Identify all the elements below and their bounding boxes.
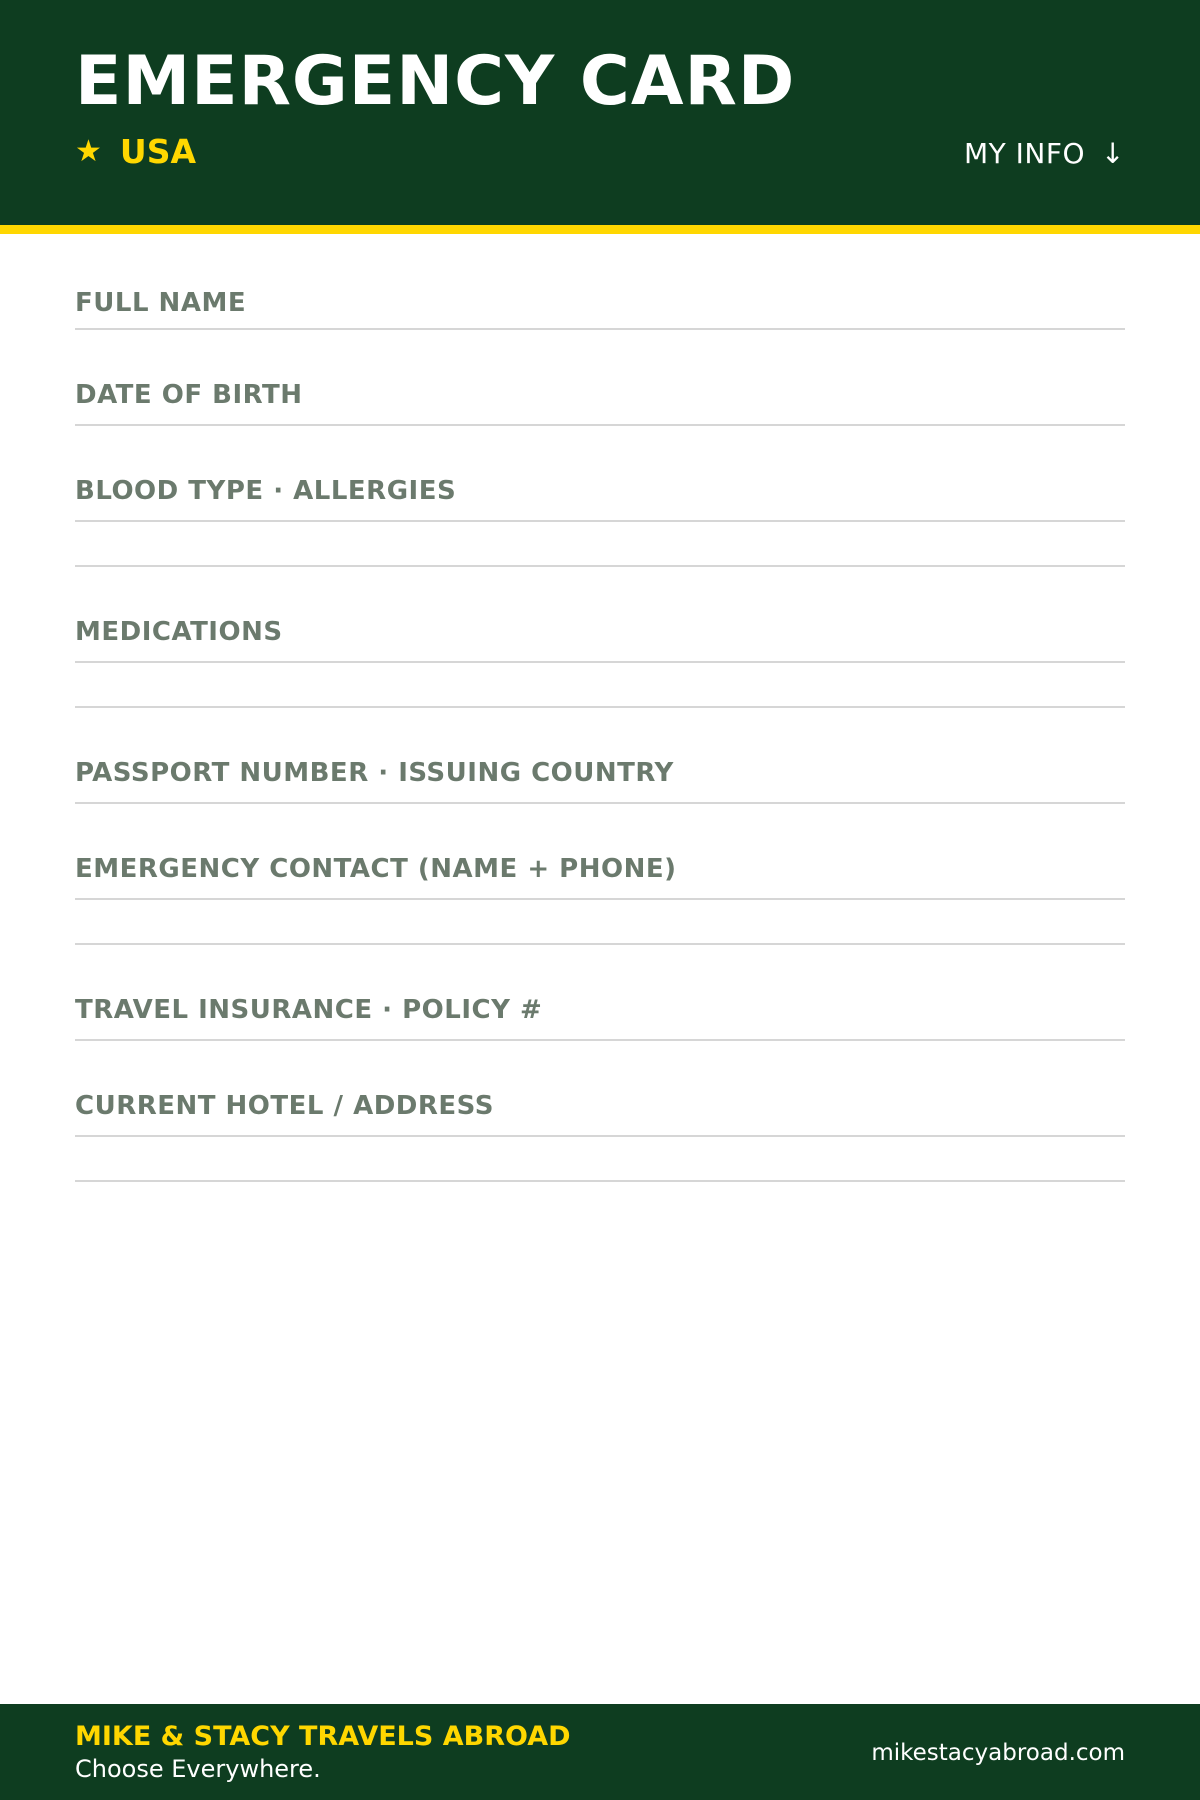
country-name: USA — [119, 132, 197, 171]
blank-write-line[interactable] — [75, 522, 1125, 567]
form-field-row[interactable] — [75, 804, 1125, 900]
footer-band — [0, 1704, 1200, 1800]
country-label — [75, 132, 196, 172]
form-field-row[interactable] — [75, 330, 1125, 426]
form-field-row[interactable] — [75, 567, 1125, 663]
field-label: MEDICATIONS — [75, 617, 283, 647]
form-field-row[interactable] — [75, 234, 1125, 330]
blank-write-line[interactable] — [75, 1137, 1125, 1182]
footer-tagline: Choose Everywhere. — [75, 1755, 321, 1783]
footer-website-link[interactable]: mikestacyabroad.com — [871, 1740, 1125, 1766]
blank-write-line[interactable] — [75, 663, 1125, 708]
field-label: EMERGENCY CONTACT (NAME + PHONE) — [75, 854, 677, 884]
field-label: DATE OF BIRTH — [75, 380, 303, 410]
header-accent-stripe — [0, 225, 1200, 234]
field-label: PASSPORT NUMBER · ISSUING COUNTRY — [75, 758, 674, 788]
field-label: BLOOD TYPE · ALLERGIES — [75, 476, 457, 506]
my-info-text: MY INFO — [964, 137, 1086, 170]
header-band — [0, 0, 1200, 225]
my-info-label — [964, 136, 1125, 172]
form-field-row[interactable] — [75, 708, 1125, 804]
star-icon: ★ — [75, 134, 102, 169]
form-field-row[interactable] — [75, 1041, 1125, 1137]
card-title: EMERGENCY CARD — [75, 42, 796, 121]
blank-write-line[interactable] — [75, 900, 1125, 945]
form-field-row[interactable] — [75, 426, 1125, 522]
footer-brand: MIKE & STACY TRAVELS ABROAD — [75, 1721, 571, 1752]
form-field-row[interactable] — [75, 945, 1125, 1041]
field-label: TRAVEL INSURANCE · POLICY # — [75, 995, 543, 1025]
arrow-down-icon: ↓ — [1101, 137, 1125, 170]
field-label: FULL NAME — [75, 288, 247, 318]
emergency-form — [75, 234, 1125, 1182]
field-label: CURRENT HOTEL / ADDRESS — [75, 1091, 494, 1121]
